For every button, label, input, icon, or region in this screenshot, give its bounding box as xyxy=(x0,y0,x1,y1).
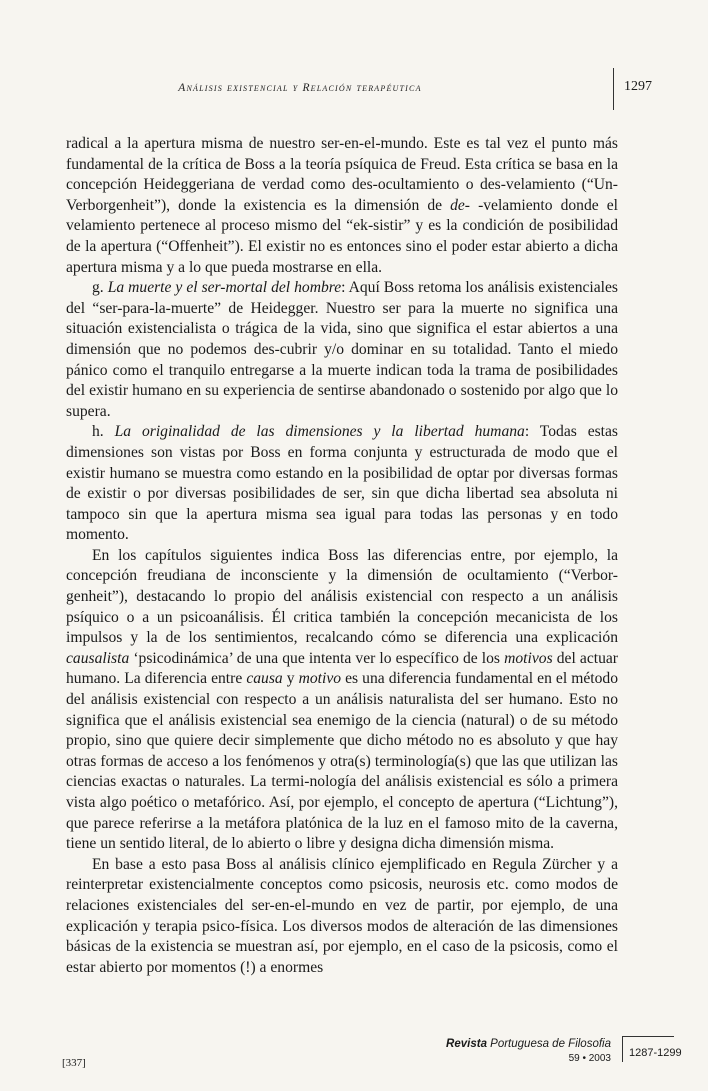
text-run: h. xyxy=(92,423,115,441)
text-run: En los capítulos siguientes indica Boss las diferencias entre, por ejemplo, la concepción freudiana de inconsciente y la dimensión de ocultamiento (“Verbor-genheit”), destacando lo propio del análisis existencial con respecto a un análisis psíquico o a un psicoanálisis. Él critica también la concepción mecanicista de los impulsos y la de los sentimientos, recalcando cómo se diferencia una explicación xyxy=(66,546,618,647)
journal-name xyxy=(380,1038,611,1050)
running-title: Análisis existencial y Relación terapéutica xyxy=(178,82,422,94)
text-run: g. xyxy=(92,279,108,297)
italic-text: de- xyxy=(450,196,471,214)
paragraph xyxy=(66,422,618,546)
body-text xyxy=(66,134,618,978)
text-run: En base a esto pasa Boss al análisis clínico ejemplificado en Regula Zürcher y a reinterpretar existencialmente conceptos como psicosis, neurosis etc. como modos de relaciones existenciales del ser-en-el-mundo en vez de partir, por ejemplo, de una explicación y terapia psico-física. Los diversos modos de alteración de las dimensiones básicas de la existencia se muestran así, por ejemplo, en el caso de la psicosis, como el estar abierto por momentos (!) a enormes xyxy=(66,855,618,976)
italic-text: La muerte y el ser-mortal del hombre xyxy=(107,279,342,297)
text-run: : Aquí Boss retoma los análisis existenciales del “ser-para-la-muerte” de Heidegger. Nuestro ser para la muerte no significa una situación existencialista o trágica de la vida, sino que significa el estar abiertos a una dimensión que no podemos des-cubrir y/o dominar en su totalidad. Tanto el miedo pánico como el tranquilo entregarse a la muerte indican toda la trama de posibilidades del existir humano en su experiencia de sentirse abandonado o sostenido por algo que lo supera. xyxy=(66,279,618,420)
journal-name-rest: Portuguesa de Filosofia xyxy=(486,1038,611,1050)
italic-text: causa xyxy=(246,670,283,688)
header-rule xyxy=(613,68,614,110)
italic-text: La originalidad de las dimensiones y la libertad humana xyxy=(114,423,525,441)
text-run: ‘psicodinámica’ de una que intenta ver lo específico de los xyxy=(129,649,505,667)
journal-issue: 59 • 2003 xyxy=(568,1053,611,1064)
paragraph xyxy=(66,546,618,855)
text-run: : Todas estas dimensiones son vistas por Boss en forma conjunta y estructurada de modo que el existir humano se muestra como estando en la posibilidad de optar por diversas formas de existir o por diversas posibilidades de ser, sin que dicha libertad sea absoluta ni tampoco sin que la apertura misma sea igual para todas las personas y en todo momento. xyxy=(66,423,619,544)
folio: [337] xyxy=(62,1057,86,1069)
italic-text: motivos xyxy=(504,649,553,667)
text-run: y xyxy=(282,670,299,688)
italic-text: causalista xyxy=(66,649,130,667)
page-number: 1297 xyxy=(624,79,652,94)
text-run: es una diferencia fundamental en el método del análisis existencial con respecto a un análisis naturalista del ser humano. Esto no significa que el análisis existencial sea enemigo de la ciencia (natural) o de su método propio, sino que quiere decir simplemente que dicho método no es absoluto y que hay otras formas de acceso a los fenómenos y otra(s) terminología(s) que las que utilizan las ciencias exactas o naturales. La termi-nología del análisis existencial es sólo a primera vista algo poético o metafórico. Así, por ejemplo, el concepto de apertura (“Lichtung”), que parece referirse a la metáfora platónica de la luz en el famoso mito de la caverna, tiene un sentido literal, de lo abierto o libre y designa dicha dimensión misma. xyxy=(66,670,619,853)
text-run: radical a la apertura misma de nuestro ser-en-el-mundo. Este es tal vez el punto más fundamental de la crítica de Boss a la teoría psíquica de Freud. Esta crítica se basa en la concepción Heideggeriana de verdad como des-ocultamiento o des-velamiento (“Un-Verborgenheit”), donde la existencia es la dimensión de xyxy=(66,135,618,214)
text-run: del actuar humano. La diferencia entre xyxy=(66,649,618,688)
footer-rule-horizontal xyxy=(622,1036,674,1037)
footer-rule-vertical xyxy=(622,1036,623,1062)
text-run: -velamiento donde el velamiento pertenece al proceso mismo del “ek-sistir” y es la condición de posibilidad de la apertura (“Offenheit”). El existir no es entonces sino el poder estar abierto a dicha apertura misma y a lo que pueda mostrarse en ella. xyxy=(66,196,618,276)
italic-text: motivo xyxy=(298,670,342,688)
paragraph xyxy=(66,855,618,979)
page-range: 1287-1299 xyxy=(629,1047,682,1059)
journal-name-bold: Revista xyxy=(446,1038,487,1050)
paragraph xyxy=(66,278,618,422)
paragraph xyxy=(66,134,618,278)
